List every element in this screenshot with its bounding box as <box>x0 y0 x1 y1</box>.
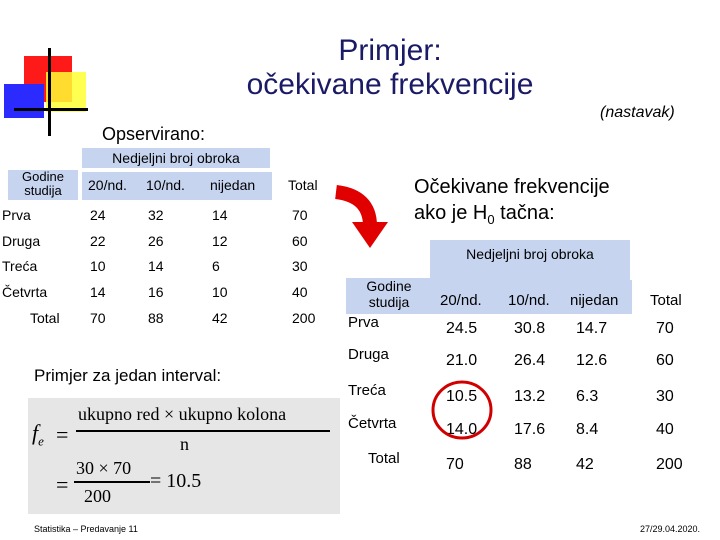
formula-den2: 200 <box>84 486 111 506</box>
observed-cell: 42 <box>212 310 228 326</box>
observed-cell: 200 <box>292 310 316 326</box>
observed-col-header: 20/nd. <box>88 177 127 193</box>
formula-numerator: ukupno red × ukupno kolona <box>78 404 287 424</box>
observed-cell: 10 <box>90 258 106 274</box>
footer-date: 27/29.04.2020. <box>640 524 701 534</box>
expected-cell: 200 <box>656 456 683 473</box>
expected-cell: 30.8 <box>514 320 546 337</box>
observed-cell: 88 <box>148 310 164 326</box>
observed-row-header: Godine studija <box>8 170 78 200</box>
expected-row-label: Total <box>368 450 400 467</box>
observed-cell: 14 <box>148 258 164 274</box>
observed-col-header: nijedan <box>210 177 256 193</box>
observed-col-header: 10/nd. <box>146 177 185 193</box>
formula-lhs: $f_e$ <box>32 420 44 449</box>
observed-cell: 6 <box>212 258 220 274</box>
expected-cell: 70 <box>656 320 674 337</box>
observed-cell: 12 <box>212 233 228 249</box>
formula-result: = 10.5 <box>150 470 202 492</box>
expected-row-label: Treća <box>348 382 386 399</box>
observed-cell: 70 <box>90 310 106 326</box>
expected-col-header: Total <box>650 292 682 309</box>
expected-row-header: Godine studija <box>346 278 432 314</box>
expected-cell: 6.3 <box>576 388 599 405</box>
expected-group-header: Nedjeljni broj obroka <box>430 240 630 280</box>
observed-cell: 60 <box>292 233 308 249</box>
expected-col-header: 10/nd. <box>508 292 550 309</box>
expected-cell: 10.5 <box>446 388 478 405</box>
expected-cell: 42 <box>576 456 594 473</box>
expected-cell: 12.6 <box>576 352 608 369</box>
observed-cell: 24 <box>90 207 106 223</box>
highlight-circle <box>428 378 496 442</box>
expected-cell: 26.4 <box>514 352 546 369</box>
observed-cell: 14 <box>212 207 228 223</box>
logo-yellow-square <box>46 72 86 112</box>
observed-cell: 22 <box>90 233 106 249</box>
formula-num2: 30 × 70 <box>76 458 132 478</box>
observed-cell: 40 <box>292 284 308 300</box>
logo-blue-square <box>4 84 44 118</box>
slide-title: Primjer: očekivane frekvencije <box>246 34 534 101</box>
observed-cell: 14 <box>90 284 106 300</box>
arrow-icon <box>330 182 400 252</box>
expected-cell: 14.0 <box>446 421 478 438</box>
logo-horizontal-line <box>14 108 88 111</box>
expected-row-label: Prva <box>348 314 379 331</box>
expected-cell: 88 <box>514 456 532 473</box>
logo-vertical-line <box>48 48 51 136</box>
observed-cell: 70 <box>292 207 308 223</box>
observed-row-label: Treća <box>2 258 38 274</box>
observed-cell: 16 <box>148 284 164 300</box>
observed-group-header: Nedjeljni broj obroka <box>82 148 270 168</box>
expected-cell: 14.7 <box>576 320 608 337</box>
observed-row-label: Prva <box>2 207 31 223</box>
expected-cell: 40 <box>656 421 674 438</box>
expected-row-label: Četvrta <box>348 415 397 432</box>
expected-cell: 21.0 <box>446 352 478 369</box>
continuation-note: (nastavak) <box>600 104 675 121</box>
formula-box: $f_e$ = ukupno red × ukupno kolona n = 30 × 70 200 = 10.5 <box>28 398 340 514</box>
observed-row-label: Četvrta <box>2 284 48 300</box>
expected-cell: 24.5 <box>446 320 478 337</box>
observed-cell: 32 <box>148 207 164 223</box>
formula-denominator: n <box>180 434 189 454</box>
expected-cell: 30 <box>656 388 674 405</box>
expected-cell: 8.4 <box>576 421 599 438</box>
expected-label: Očekivane frekvencije ako je $H_0$ tačna: <box>414 176 610 227</box>
observed-cell: 26 <box>148 233 164 249</box>
observed-row-label: Total <box>30 310 60 326</box>
expected-cell: 17.6 <box>514 421 546 438</box>
interval-label: Primjer za jedan interval: <box>34 366 222 385</box>
expected-row-label: Druga <box>348 346 389 363</box>
expected-cell: 13.2 <box>514 388 546 405</box>
observed-col-header: Total <box>288 177 318 193</box>
expected-cell: 70 <box>446 456 464 473</box>
observed-cell: 10 <box>212 284 228 300</box>
expected-col-header: 20/nd. <box>440 292 482 309</box>
expected-col-header: nijedan <box>570 292 619 309</box>
observed-row-label: Druga <box>2 233 41 249</box>
observed-cell: 30 <box>292 258 308 274</box>
footer-left: Statistika – Predavanje 11 <box>34 524 138 534</box>
observed-label: Opservirano: <box>102 124 206 144</box>
expected-cell: 60 <box>656 352 674 369</box>
